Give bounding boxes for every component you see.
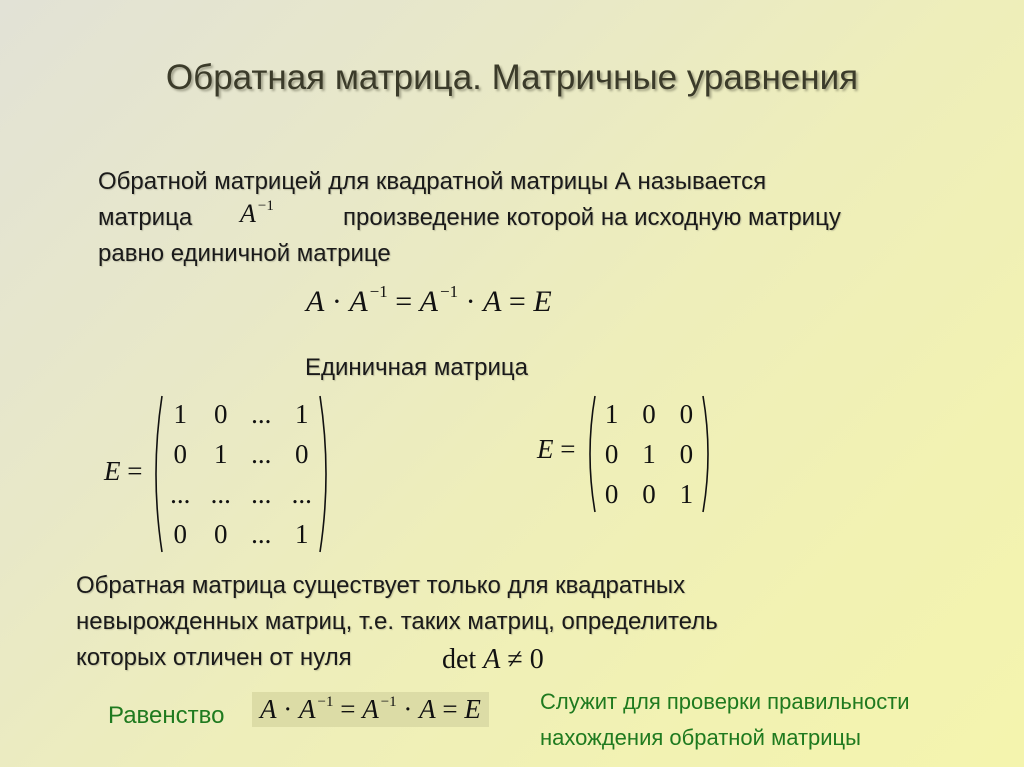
matrix-cell: ... (210, 478, 231, 509)
matrix-cell: 0 (295, 438, 309, 469)
inline-inverse-symbol: A $^{-1}$ (240, 198, 274, 228)
matrix-cell: 1 (295, 398, 309, 429)
identity-3x3-lhs: E = (537, 434, 576, 464)
matrix-cell: ... (251, 438, 272, 469)
existence-line-3: которых отличен от нуля (76, 644, 352, 671)
matrix-cell: ... (251, 398, 272, 429)
matrix-cell: 0 (679, 438, 694, 469)
matrix-cell: 0 (604, 438, 619, 469)
matrix-cell: 0 (642, 478, 656, 509)
equality-equation: A · A $^{-1}$ = A $^{-1}$ · A = E (252, 692, 489, 727)
matrix-cell: 0 (173, 518, 187, 549)
general-identity-lhs: E = (104, 456, 143, 486)
matrix-cell: 0 (214, 518, 228, 549)
matrix-cell: ... (170, 478, 191, 509)
matrix-cell: 0 (642, 398, 656, 429)
matrix-cell: 0 (214, 398, 228, 429)
matrix-cell: 0 (679, 398, 694, 429)
general-identity-table (160, 394, 322, 554)
matrix-cell: ... (251, 518, 272, 549)
matrix-cell: 1 (214, 438, 228, 469)
definition-line-1: Обратной матрицей для квадратной матрицы А называется (98, 168, 767, 195)
matrix-cell: 1 (173, 398, 187, 429)
identity-matrix-label: Единичная матрица (305, 354, 529, 381)
equality-label: Равенство (108, 702, 225, 729)
definition-line-3: равно единичной матрице (98, 240, 391, 267)
general-identity-matrix (148, 392, 334, 556)
matrix-cell: 1 (679, 478, 694, 509)
note-line-2: нахождения обратной матрицы (540, 725, 861, 750)
definition-line-2-start: матрица (98, 204, 193, 231)
main-equation: A · A $^{-1}$ = A $^{-1}$ · A = E (306, 282, 552, 318)
existence-line-2: невырожденных матриц, т.е. таких матриц, определитель (76, 608, 718, 635)
matrix-cell: ... (251, 478, 272, 509)
matrix-cell: ... (291, 478, 312, 509)
matrix-cell: 1 (604, 398, 619, 429)
slide-title: Обратная матрица. Матричные уравнения (165, 58, 859, 97)
note-line-1: Служит для проверки правильности (540, 689, 910, 714)
matrix-cell: 1 (642, 438, 656, 469)
matrix-cell: 0 (173, 438, 187, 469)
definition-line-2-end: произведение которой на исходную матрицу (343, 204, 841, 231)
identity-3x3-table (593, 394, 705, 514)
det-condition: det A ≠ 0 (442, 644, 544, 675)
existence-line-1: Обратная матрица существует только для квадратных (76, 572, 686, 599)
matrix-cell: 0 (604, 478, 619, 509)
matrix-cell: 1 (295, 518, 309, 549)
identity-3x3-matrix (583, 392, 715, 516)
